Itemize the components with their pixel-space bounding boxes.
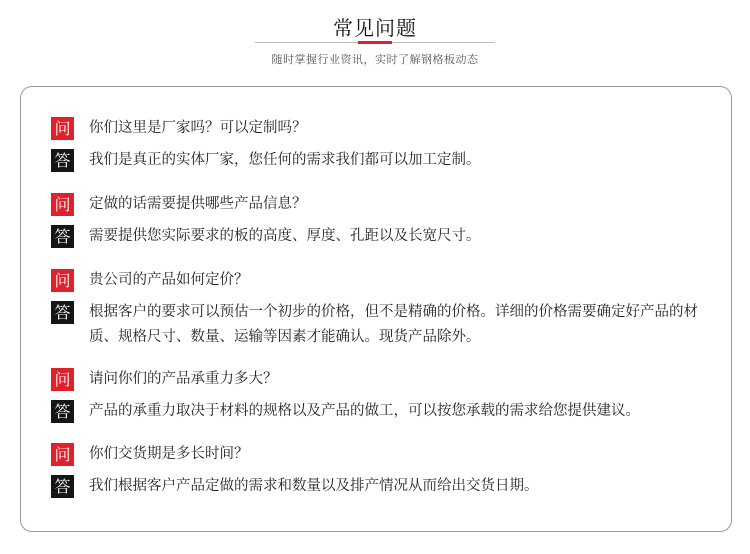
answer-badge: 答 xyxy=(51,475,74,498)
faq-panel xyxy=(20,86,732,532)
faq-question xyxy=(51,269,721,293)
question-text: 你们交货期是多长时间？ xyxy=(89,446,249,462)
title-divider-accent xyxy=(358,41,392,44)
answer-text: 我们是真正的实体厂家，您任何的需求我们都可以加工定制。 xyxy=(89,152,481,168)
faq-question xyxy=(51,117,721,141)
faq-answer xyxy=(51,225,721,249)
answer-text: 需要提供您实际要求的板的高度、厚度、孔距以及长宽尺寸。 xyxy=(89,228,481,244)
page-header xyxy=(0,0,750,80)
question-text: 请问你们的产品承重力多大？ xyxy=(89,371,278,387)
question-badge: 问 xyxy=(51,368,74,391)
faq-item xyxy=(51,269,721,350)
answer-badge: 答 xyxy=(51,301,74,324)
question-text: 贵公司的产品如何定价？ xyxy=(89,272,249,288)
faq-question xyxy=(51,443,721,467)
question-badge: 问 xyxy=(51,443,74,466)
faq-answer xyxy=(51,400,721,424)
answer-badge: 答 xyxy=(51,225,74,248)
question-text: 你们这里是厂家吗？可以定制吗？ xyxy=(89,120,307,136)
faq-answer xyxy=(51,475,721,499)
faq-question xyxy=(51,193,721,217)
question-badge: 问 xyxy=(51,117,74,140)
answer-text: 产品的承重力取决于材料的规格以及产品的做工，可以按您承载的需求给您提供建议。 xyxy=(89,403,640,419)
faq-item xyxy=(51,193,721,249)
faq-item xyxy=(51,368,721,424)
answer-text: 我们根据客户产品定做的需求和数量以及排产情况从而给出交货日期。 xyxy=(89,478,539,494)
faq-question xyxy=(51,368,721,392)
answer-badge: 答 xyxy=(51,149,74,172)
answer-badge: 答 xyxy=(51,400,74,423)
question-badge: 问 xyxy=(51,193,74,216)
page-title: 常见问题 xyxy=(333,16,417,40)
faq-answer xyxy=(51,301,721,350)
faq-item xyxy=(51,117,721,173)
question-badge: 问 xyxy=(51,269,74,292)
answer-text: 根据客户的要求可以预估一个初步的价格，但不是精确的价格。详细的价格需要确定好产品的材质、规格尺寸、数量、运输等因素才能确认。现货产品除外。 xyxy=(89,304,698,345)
question-text: 定做的话需要提供哪些产品信息？ xyxy=(89,196,307,212)
page-subtitle: 随时掌握行业资讯，实时了解钢格板动态 xyxy=(271,53,479,66)
faq-item xyxy=(51,443,721,499)
faq-answer xyxy=(51,149,721,173)
